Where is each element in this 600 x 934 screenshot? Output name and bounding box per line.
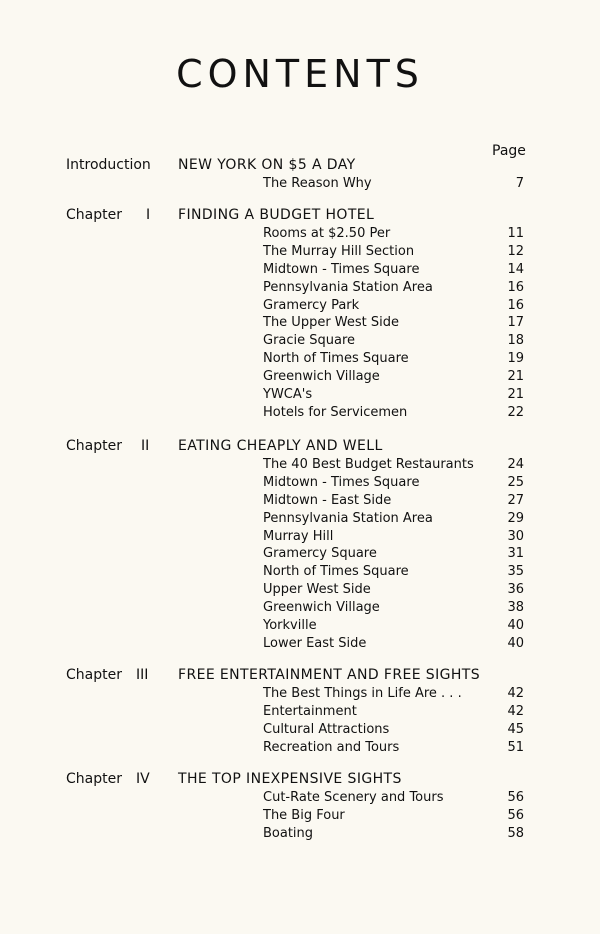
section-title: Greenwich Village	[263, 369, 380, 385]
section-entry[interactable]	[0, 315, 600, 333]
section-entry[interactable]	[0, 351, 600, 369]
chapter-label: Introduction	[66, 157, 151, 173]
section-title: Gramercy Square	[263, 546, 377, 562]
section-page-number: 45	[507, 721, 524, 737]
section-title: Gracie Square	[263, 333, 356, 349]
section-title: North of Times Square	[263, 564, 409, 580]
chapter-number: IV	[136, 771, 150, 787]
chapter-number: I	[146, 207, 151, 223]
section-title: Midtown - Times Square	[263, 474, 420, 490]
section-page-number: 21	[507, 369, 524, 385]
section-entry[interactable]	[0, 280, 600, 298]
section-page-number: 56	[507, 807, 524, 823]
section-page-number: 12	[507, 243, 524, 259]
section-page-number: 36	[507, 582, 524, 598]
page-column-header: Page	[492, 143, 526, 159]
chapter-title: EATING CHEAPLY AND WELL	[178, 438, 383, 454]
section-entry[interactable]	[0, 511, 600, 529]
section-title: Cultural Attractions	[263, 721, 390, 737]
section-page-number: 25	[507, 474, 524, 490]
chapter-label: Chapter	[66, 438, 122, 454]
section-title: Greenwich Village	[263, 600, 380, 616]
section-page-number: 38	[507, 600, 524, 616]
section-page-number: 51	[507, 739, 524, 755]
chapter-number: II	[141, 438, 150, 454]
section-title: YWCA's	[263, 387, 313, 403]
section-entry[interactable]	[0, 176, 600, 194]
section-page-number: 18	[507, 333, 524, 349]
section-title: The Upper West Side	[263, 315, 400, 331]
section-page-number: 40	[507, 635, 524, 651]
section-page-number: 16	[507, 279, 524, 295]
section-page-number: 22	[507, 404, 524, 420]
chapter-title: NEW YORK ON $5 A DAY	[178, 157, 356, 173]
section-entry[interactable]	[0, 226, 600, 244]
section-title: Rooms at $2.50 Per	[263, 226, 391, 241]
section-title: Hotels for Servicemen	[263, 404, 408, 420]
section-title: Murray Hill	[263, 528, 334, 544]
section-page-number: 27	[507, 492, 524, 508]
section-entry[interactable]	[0, 387, 600, 405]
section-title: The Big Four	[263, 807, 345, 823]
section-entry[interactable]	[0, 636, 600, 654]
section-title: Yorkville	[263, 618, 317, 634]
section-entry[interactable]	[0, 600, 600, 618]
section-page-number: 16	[507, 297, 524, 313]
section-title: The Murray Hill Section	[263, 243, 415, 259]
section-entry[interactable]	[0, 333, 600, 351]
section-title: Cut-Rate Scenery and Tours	[263, 790, 444, 805]
section-entry[interactable]	[0, 244, 600, 262]
section-title: Lower East Side	[263, 635, 367, 651]
section-page-number: 40	[507, 618, 524, 634]
section-page-number: 42	[507, 686, 524, 701]
chapter-label: Chapter	[66, 771, 122, 787]
section-page-number: 7	[515, 176, 524, 191]
section-title: The Reason Why	[263, 176, 372, 191]
section-page-number: 58	[507, 825, 524, 841]
section-page-number: 17	[507, 315, 524, 331]
section-entry[interactable]	[0, 493, 600, 511]
section-page-number: 14	[507, 261, 524, 277]
chapter-label: Chapter	[66, 207, 122, 223]
section-page-number: 30	[507, 528, 524, 544]
chapter-title: FINDING A BUDGET HOTEL	[178, 207, 375, 223]
section-entry[interactable]	[0, 546, 600, 564]
chapter-label: Chapter	[66, 667, 122, 683]
section-title: Upper West Side	[263, 582, 371, 598]
section-page-number: 35	[507, 564, 524, 580]
section-page-number: 42	[507, 703, 524, 719]
section-entry[interactable]	[0, 808, 600, 826]
section-entry[interactable]	[0, 740, 600, 758]
section-entry[interactable]	[0, 722, 600, 740]
section-entry[interactable]	[0, 405, 600, 423]
page-title: CONTENTS	[176, 52, 424, 96]
section-list	[0, 226, 600, 423]
section-entry[interactable]	[0, 564, 600, 582]
chapter-number: III	[136, 667, 149, 683]
section-page-number: 24	[507, 457, 524, 472]
section-page-number: 19	[507, 351, 524, 367]
section-entry[interactable]	[0, 475, 600, 493]
section-entry[interactable]	[0, 529, 600, 547]
section-title: Midtown - Times Square	[263, 261, 420, 277]
section-title: The 40 Best Budget Restaurants	[263, 457, 474, 472]
section-entry[interactable]	[0, 369, 600, 387]
section-list	[0, 686, 600, 758]
section-page-number: 31	[507, 546, 524, 562]
section-entry[interactable]	[0, 618, 600, 636]
section-page-number: 29	[507, 510, 524, 526]
chapter-title: THE TOP INEXPENSIVE SIGHTS	[178, 771, 402, 787]
section-title: Midtown - East Side	[263, 492, 392, 508]
section-entry[interactable]	[0, 790, 600, 808]
section-entry[interactable]	[0, 826, 600, 844]
section-title: Recreation and Tours	[263, 739, 400, 755]
section-title: Boating	[263, 825, 314, 841]
section-page-number: 56	[507, 790, 524, 805]
section-entry[interactable]	[0, 582, 600, 600]
section-title: Pennsylvania Station Area	[263, 279, 433, 295]
section-entry[interactable]	[0, 298, 600, 316]
section-title: Entertainment	[263, 703, 357, 719]
section-entry[interactable]	[0, 457, 600, 475]
section-title: Pennsylvania Station Area	[263, 510, 433, 526]
section-list	[0, 176, 600, 194]
section-page-number: 21	[507, 387, 524, 403]
section-entry[interactable]	[0, 262, 600, 280]
section-entry[interactable]	[0, 686, 600, 704]
section-title: The Best Things in Life Are . . .	[263, 686, 462, 701]
chapter-title: FREE ENTERTAINMENT AND FREE SIGHTS	[178, 667, 481, 683]
section-title: North of Times Square	[263, 351, 409, 367]
section-entry[interactable]	[0, 704, 600, 722]
section-list	[0, 790, 600, 844]
section-page-number: 11	[507, 226, 524, 241]
section-list	[0, 457, 600, 654]
section-title: Gramercy Park	[263, 297, 360, 313]
